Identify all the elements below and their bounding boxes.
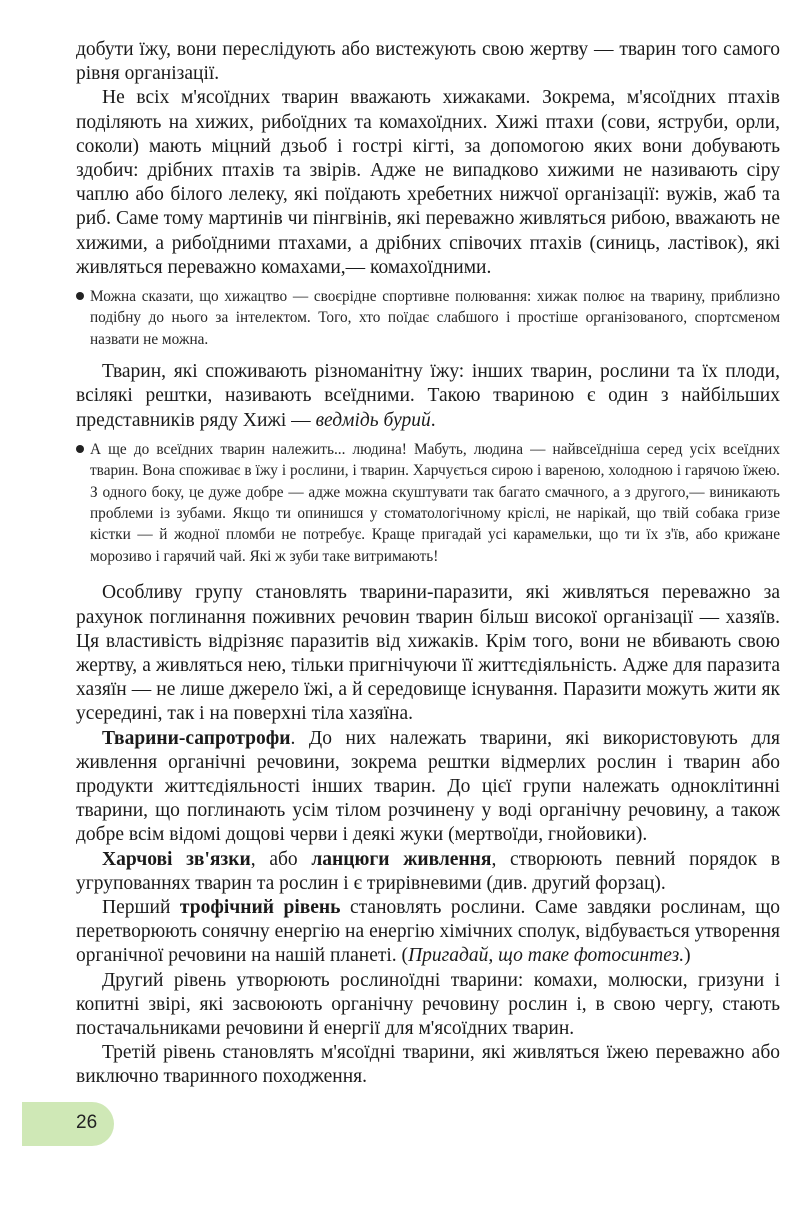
paragraph-first-level bbox=[76, 896, 780, 969]
bullet-icon bbox=[76, 445, 84, 453]
page-number: 26 bbox=[76, 1112, 98, 1133]
omnivores-text: Тварин, які споживають різноманітну їжу: інших тварин, рослини та їх плоди, всілякі рештки, називають всеїдними. Такою твариною є один з найбільших представників ряду Хижі — bbox=[76, 361, 780, 431]
paragraph-hunters-intro: добути їжу, вони переслідують або вистежують свою жертву — тварин того самого рівня організації. bbox=[76, 39, 780, 85]
saprotrophs-text: . До них належать тварини, які використовують для живлення органічні речовини, зокрема рештки відмерлих рослин і тварин або продукти життєдіяльності інших тварин. До цієї групи належать одноклітинні тварини, що поглинають усім тілом розчинену у воді органічну речовину, а також добре всім відомі дощові черви і деякі жуки (мертвоїди, гнойовики). bbox=[76, 727, 780, 846]
paragraph-omnivores bbox=[76, 360, 780, 433]
first-level-text-2: становлять рослини. Саме завдяки рослинам, що перетворюють сонячну енергію на енергію хімічних сполук, відбувається утворення органічної речовини на нашій планеті. ( bbox=[76, 896, 780, 967]
paragraph-food-chains bbox=[76, 848, 780, 896]
first-level-text-1: Перший bbox=[102, 896, 180, 918]
paragraph-parasites: Особливу групу становлять тварини-паразити, які живляться переважно за рахунок поглинання поживних речовин тварин більш високої організації — хазяїв. Ця властивість відрізняє паразитів від хижаків. Крім того, вони не вбивають свою жертву, а живляться нею, тільки пригнічуючи її життєдіяльність. Адже для паразита хазяїн — не лише джерело їжі, а й середовище існування. Паразити можуть жити як усередині, так і на поверхні тіла хазяїна. bbox=[76, 582, 780, 725]
page-content bbox=[76, 38, 780, 1090]
paragraph-third-level: Третій рівень становлять м'ясоїдні тварини, які живляться їжею переважно або виключно тваринного походження. bbox=[76, 1042, 780, 1088]
term-food-chains: ланцюги живлення bbox=[311, 848, 492, 870]
page-number-tab bbox=[22, 1102, 114, 1146]
note-hunting-sport bbox=[76, 286, 780, 350]
omnivores-end: . bbox=[430, 409, 436, 431]
bullet-icon bbox=[76, 292, 84, 300]
omnivores-example: ведмідь бурий bbox=[315, 409, 431, 431]
note-human-omnivore bbox=[76, 439, 780, 567]
term-trophic-level: трофічний рівень bbox=[179, 896, 341, 918]
food-chains-text-1: , або bbox=[250, 848, 312, 870]
note-text: А ще до всеїдних тварин належить... людина! Мабуть, людина — найвсеїдніша серед усіх всеїдних тварин. Вона споживає в їжу і рослини, і тварин. Харчується сирою і вареною, холодною і гарячою їжею. З одного боку, це дуже добре — адже можна скуштувати так багато смачного, а з другого,— виникають проблеми із зубами. Якщо ти опинишся у стоматологічному кріслі, не нарікай, що твій собака гризе кістки — й жодної пломби не потребує. Краще пригадай усі карамельки, що ти їх з'їв, або крижане морозиво і гарячий чай. Які ж зуби таке витримають! bbox=[90, 440, 780, 565]
paragraph-second-level: Другий рівень утворюють рослиноїдні тварини: комахи, молюски, гризуни і копитні звірі, які засвоюють органічну речовину рослин і, в свою чергу, стають постачальниками речовини й енергії для м'ясоїдних тварин. bbox=[76, 969, 780, 1039]
photosynthesis-prompt: Пригадай, що таке фотосинтез. bbox=[408, 945, 685, 967]
paragraph-carnivorous-birds: Не всіх м'ясоїдних тварин вважають хижаками. Зокрема, м'ясоїдних птахів поділяють на хижих, рибоїдних та комахоїдних. Хижі птахи (сови, яструби, орли, соколи) мають міцний дзьоб і гострі кігті, за допомогою яких вони добувають здобич: дрібних птахів та звірів. Адже не випадково хижими не називають сіру чаплю або білого лелеку, які поїдають хребетних нижчої організації: вужів, жаб та риб. Саме тому мартинів чи пінгвінів, які переважно живляться рибою, вважають не хижими, а рибоїдними птахами, а дрібних співочих птахів (синиць, ластівок), які живляться переважно комахами,— комахоїдними. bbox=[76, 87, 780, 278]
term-saprotrophs: Тварини-сапротрофи bbox=[102, 727, 291, 749]
term-food-links: Харчові зв'язки bbox=[102, 848, 251, 870]
paragraph-saprotrophs bbox=[76, 727, 780, 848]
note-text: Можна сказати, що хижацтво — своєрідне спортивне полювання: хижак полює на тварину, приблизно подібну до нього за інтелектом. Того, хто поїдає слабшого і простіше організованого, спортсменом назвати не можна. bbox=[90, 288, 780, 348]
food-chains-text-2: , створюють певний порядок в угрупованнях тварин та рослин і є трирівневими (див. другий форзац). bbox=[76, 848, 781, 894]
first-level-end: ) bbox=[684, 945, 691, 967]
